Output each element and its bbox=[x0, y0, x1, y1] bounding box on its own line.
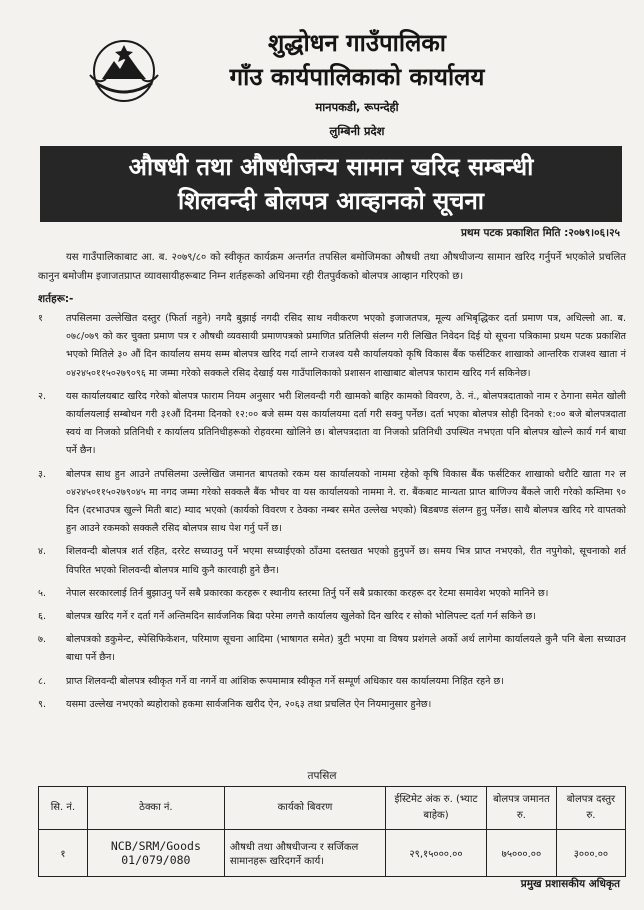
schedule-title: तपसिल bbox=[307, 770, 337, 782]
cell-serial: १ bbox=[39, 830, 88, 877]
office-address: मानपकडी, रूपन्देही bbox=[315, 100, 399, 114]
condition-number: ९. bbox=[38, 698, 47, 710]
condition-number: ३. bbox=[38, 468, 47, 480]
notice-title-line1: औषधी तथा औषधीजन्य सामान खरिद सम्बन्धी bbox=[128, 153, 534, 181]
condition-text: प्राप्त शिलवन्दी बोलपत्र स्वीकृत गर्ने वा नगर्ने वा आंशिक रूपमामात्र स्वीकृत गर्ने सम्पूर्ण अधिकार यस कार्यालयमा निहित रहने छ। bbox=[66, 675, 504, 687]
header-contract-no: ठेक्का नं. bbox=[87, 787, 224, 830]
condition-text: तपसिलमा उल्लेखित दस्तुर (फिर्ता नहुने) नगदै बुझाई नगदी रसिद साथ नवीकरण भएको इजाजतपत्र, मूल्य अभिबृद्धिकर दर्ता प्रमाण पत्र, अधिल्लो आ. ब. ०७८/०७९ को कर चुक्ता प्रमाण पत्र र औषधी व्यवसायी प्रमाणपत्रको प्रमाणित प्रतिलिपी संलग्न गरी लिखित निवेदन दिई यो सूचना पत्रिकामा प्रथम पटक प्रकाशित भएको मितिले ३० औं दिन कार्यालय समय सम्म बोलपत्र खरिद गर्दा लाग्ने राजश्व यसै कार्यालयको कृषि विकास बैंक फर्सटिकर शाखाको आन्तरिक राजश्व खाता नं ०४२४५०११५०२७९०९६ मा जम्मा गरेको सक्कले रसिद देखाई यस गाउँपालिकाको प्रशासन शाखाबाट बोलपत्र फाराम खरिद गर्न सकिनेछ। bbox=[66, 313, 626, 379]
condition-number: ६. bbox=[38, 611, 47, 623]
condition-item bbox=[38, 608, 626, 626]
cell-contract-no: NCB/SRM/Goods 01/079/080 bbox=[87, 830, 224, 877]
conditions-list bbox=[38, 310, 626, 719]
condition-item bbox=[38, 310, 626, 383]
header-work-description: कार्यको बिवरण bbox=[224, 787, 385, 830]
condition-item bbox=[38, 543, 626, 579]
header-estimate: ईस्टिमेट अंक रु. (भ्याट बाहेक) bbox=[386, 787, 487, 830]
condition-text: यसमा उल्लेख नभएको ब्यहोराको हकमा सार्वजनिक खरीद ऐन, २०६३ तथा प्रचलित ऐन नियमानुसार हुनेछ। bbox=[66, 698, 432, 710]
table-header-row bbox=[39, 787, 626, 830]
province-name: लुम्बिनी प्रदेश bbox=[329, 124, 385, 138]
condition-number: ८. bbox=[38, 675, 47, 687]
condition-text: यस कार्यालयबाट खरिद गरेको बोलपत्र फाराम नियम अनुसार भरी शिलवन्दी गरी खामको बाहिर कामको विवरण, ठे. नं., बोलपत्रदाताको नाम र ठेगाना समेत खोली कार्यालयलाई सम्बोधन गरी ३१औं दिनमा दिनको १२:०० बजे सम्म यस कार्यालयमा दर्ता गरी सक्नु पर्नेछ। दर्ता भएका बोलपत्र सोही दिनको १:०० बजे बोलपत्रदाता स्वयं वा निजको प्रतिनिधी र कार्यालय प्रतिनिधीहरूको रोहवरमा खोलिने छ। बोलपत्रदाता वा निजको प्रतिनिधी उपस्थित नभएता पनि बोलपत्र खोल्ने कार्य गर्न बाधा पर्ने छैन। bbox=[66, 390, 626, 457]
signatory-title: प्रमुख प्रशासकीय अधिकृत bbox=[520, 878, 620, 890]
condition-number: ७. bbox=[38, 634, 47, 646]
publication-date: प्रथम पटक प्रकाशित मिति :२०७९।०६।२५ bbox=[460, 227, 620, 239]
intro-paragraph: यस गाउँपालिकाबाट आ. ब. २०७९/८० को स्वीकृत कार्यक्रम अन्तर्गत तपसिल बमोजिमका औषधी तथा औषधीजन्य सामान खरिद गर्नुपर्ने भएकोले प्रचलित कानुन बमोजीम इजाजतप्राप्त व्यावसायीहरूबाट निम्न शर्तहरूको अधिनमा रही रीतपुर्वकको बोलपत्र आव्हान गरिएको छ। bbox=[38, 252, 626, 282]
condition-item bbox=[38, 696, 626, 714]
cell-bid-security: ७५०००.०० bbox=[487, 830, 557, 877]
cell-bid-fee: ३०००.०० bbox=[556, 830, 625, 877]
condition-number: १ bbox=[38, 313, 43, 324]
condition-text: बोलपत्रको डकुमेन्ट, स्पेसिफिकेशन, परिमाण सूचना आदिमा (भाषागत समेत) त्रुटी भएमा वा विषय प्रशंगले अर्को अर्थ लागेमा कार्यालयले कुनै पनि बेला सच्याउन बाधा पर्ने छैन। bbox=[66, 634, 626, 664]
condition-text: नेपाल सरकारलाई तिर्न बुझाउनु पर्ने सबै प्रकारका करहरू र स्थानीय स्तरमा तिर्नु पर्ने सबै प्रकारका करहरू दर रेटमा समावेश भएको मानिने छ। bbox=[66, 587, 549, 599]
condition-item bbox=[38, 466, 626, 539]
cell-work-description: औषधी तथा औषधीजन्य र सर्जिकल सामानहरू खरिदगर्ने कार्य। bbox=[224, 830, 385, 877]
municipality-name: शुद्धोधन गाउँपालिका bbox=[267, 29, 446, 57]
table-row bbox=[39, 830, 626, 877]
header-serial: सि. नं. bbox=[39, 787, 88, 830]
notice-title-banner bbox=[40, 146, 622, 222]
condition-number: ४. bbox=[38, 546, 47, 558]
condition-text: शिलवन्दी बोलपत्र शर्त रहित, दररेट सच्याउनु पर्ने भएमा सच्याईएको ठाँउमा दस्तखत भएको हुनुपर्ने छ। समय भित्र प्राप्त नभएको, रीत नपुगेको, सूचनाको शर्त विपरित भएको शिलवन्दी बोलपत्र माथि कुनै कारवाही हुने छैन। bbox=[66, 546, 626, 576]
office-name: गाँउ कार्यपालिकाको कार्यालय bbox=[229, 63, 485, 91]
condition-number: ५. bbox=[38, 587, 47, 599]
schedule-table bbox=[38, 786, 626, 877]
header-bid-security: बोलपत्र जमानत रु. bbox=[487, 787, 557, 830]
condition-item bbox=[38, 631, 626, 667]
conditions-heading: शर्तहरू:- bbox=[38, 293, 74, 305]
condition-text: बोलपत्र साथ हुन आउने तपसिलमा उल्लेखित जमानत बापतको रकम यस कार्यालयको नाममा रहेको कृषि विकास बैंक फर्सटिकर शाखाको धरौटि खाता ग२ ल ०४२४५०११५०२७९०४५ मा नगद जम्मा गरेको सक्कलै बैंक भौचर वा यस कार्यालयको नाममा ने. रा. बैंकबाट मान्यता प्राप्त बाणिज्य बैंकले जारी गरेको कम्तिमा ९० दिन (दरभाउपत्र खुल्ने मिती बाट) म्याद भएको (कार्यको विवरण र ठेक्का नम्बर समेत उल्लेख भएको) बिडबण्ड संलग्न हुनु पर्नेछ। साथै बोलपत्र खरिद गरे वापतको हुन आउने रकमको सक्कलै रसिद बोलपत्र साथ पेश गर्नु पर्ने छ। bbox=[66, 468, 626, 535]
header-bid-fee: बोलपत्र दस्तुर रु. bbox=[556, 787, 625, 830]
condition-text: बोलपत्र खरिद गर्ने र दर्ता गर्ने अन्तिमदिन सार्वजनिक बिदा परेमा लगत्तै कार्यालय खुलेको दिन खरिद र सोको भोलिपल्ट दर्ता गर्न सकिने छ। bbox=[66, 611, 536, 623]
cell-estimate: २९,१५०००.०० bbox=[386, 830, 487, 877]
condition-number: २. bbox=[38, 390, 47, 402]
notice-title-line2: शिलवन्दी बोलपत्र आव्हानको सूचना bbox=[177, 187, 485, 215]
condition-item bbox=[38, 388, 626, 461]
condition-item bbox=[38, 673, 626, 691]
condition-item bbox=[38, 585, 626, 603]
